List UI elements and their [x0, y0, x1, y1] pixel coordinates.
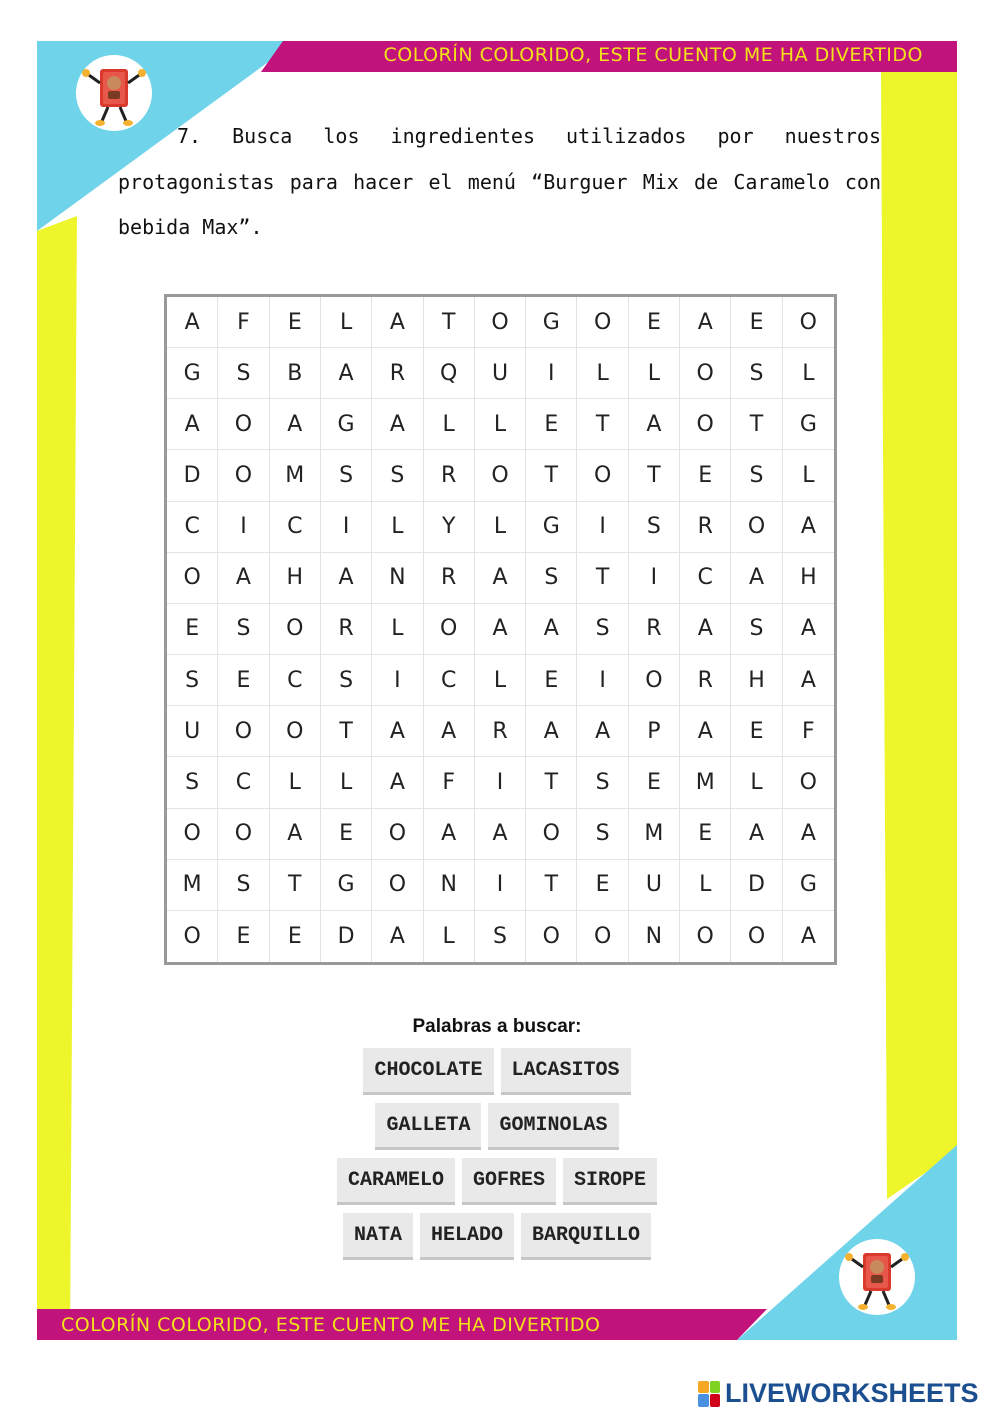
grid-cell[interactable]: I: [629, 553, 680, 604]
grid-cell[interactable]: O: [372, 860, 423, 911]
grid-cell[interactable]: S: [731, 450, 782, 501]
grid-cell[interactable]: O: [577, 911, 628, 962]
grid-cell[interactable]: A: [372, 399, 423, 450]
grid-cell[interactable]: R: [372, 348, 423, 399]
grid-cell[interactable]: L: [783, 450, 834, 501]
grid-cell[interactable]: D: [167, 450, 218, 501]
grid-cell[interactable]: I: [372, 655, 423, 706]
grid-cell[interactable]: H: [270, 553, 321, 604]
grid-cell[interactable]: O: [270, 604, 321, 655]
grid-cell[interactable]: E: [167, 604, 218, 655]
grid-cell[interactable]: O: [783, 297, 834, 348]
grid-cell[interactable]: E: [680, 450, 731, 501]
grid-cell[interactable]: O: [167, 809, 218, 860]
top-banner-text: COLORÍN COLORIDO, ESTE CUENTO ME HA DIVERTIDO: [383, 44, 923, 66]
grid-cell[interactable]: M: [167, 860, 218, 911]
grid-cell[interactable]: F: [218, 297, 269, 348]
grid-cell[interactable]: A: [218, 553, 269, 604]
grid-cell[interactable]: S: [218, 860, 269, 911]
grid-cell[interactable]: Y: [424, 502, 475, 553]
grid-cell[interactable]: M: [270, 450, 321, 501]
grid-cell[interactable]: O: [526, 809, 577, 860]
grid-cell[interactable]: G: [526, 297, 577, 348]
grid-cell[interactable]: O: [680, 911, 731, 962]
grid-cell[interactable]: O: [218, 809, 269, 860]
grid-cell[interactable]: L: [372, 604, 423, 655]
grid-cell[interactable]: O: [783, 757, 834, 808]
grid-cell[interactable]: A: [167, 399, 218, 450]
grid-cell[interactable]: B: [270, 348, 321, 399]
grid-cell[interactable]: S: [577, 604, 628, 655]
grid-cell[interactable]: L: [372, 502, 423, 553]
grid-cell[interactable]: L: [577, 348, 628, 399]
grid-cell[interactable]: A: [783, 502, 834, 553]
grid-cell[interactable]: A: [783, 809, 834, 860]
grid-cell[interactable]: H: [731, 655, 782, 706]
grid-cell[interactable]: U: [475, 348, 526, 399]
grid-cell[interactable]: I: [475, 757, 526, 808]
grid-cell[interactable]: O: [218, 706, 269, 757]
grid-cell[interactable]: O: [680, 399, 731, 450]
grid-cell[interactable]: S: [218, 348, 269, 399]
word-chip: SIROPE: [563, 1158, 657, 1205]
grid-cell[interactable]: E: [526, 399, 577, 450]
grid-cell[interactable]: O: [577, 450, 628, 501]
grid-cell[interactable]: S: [731, 604, 782, 655]
grid-cell[interactable]: S: [321, 450, 372, 501]
grid-cell[interactable]: C: [218, 757, 269, 808]
grid-cell[interactable]: G: [526, 502, 577, 553]
grid-cell[interactable]: E: [321, 809, 372, 860]
grid-cell[interactable]: L: [270, 757, 321, 808]
grid-cell[interactable]: O: [475, 297, 526, 348]
grid-cell[interactable]: E: [270, 911, 321, 962]
grid-cell[interactable]: A: [731, 809, 782, 860]
grid-cell[interactable]: L: [783, 348, 834, 399]
word-chip: GALLETA: [375, 1103, 481, 1150]
grid-cell[interactable]: L: [475, 655, 526, 706]
liveworksheets-logo: [698, 1378, 979, 1409]
grid-cell[interactable]: R: [424, 450, 475, 501]
grid-cell[interactable]: C: [270, 655, 321, 706]
grid-cell[interactable]: E: [731, 297, 782, 348]
grid-cell[interactable]: S: [372, 450, 423, 501]
grid-cell[interactable]: A: [731, 553, 782, 604]
grid-cell[interactable]: S: [629, 502, 680, 553]
grid-cell[interactable]: A: [424, 706, 475, 757]
grid-cell[interactable]: O: [218, 450, 269, 501]
grid-cell[interactable]: H: [783, 553, 834, 604]
worksheet-page: [37, 41, 957, 1340]
liveworksheets-logo-text: LIVEWORKSHEETS: [725, 1378, 979, 1408]
grid-cell[interactable]: R: [321, 604, 372, 655]
instructions-text: 7. Busca los ingredientes utilizados por nuestros protagonistas para hacer el menú “Burguer Mix de Caramelo con bebida Max”.: [118, 124, 881, 239]
grid-cell[interactable]: D: [731, 860, 782, 911]
grid-cell[interactable]: S: [321, 655, 372, 706]
grid-cell[interactable]: G: [321, 399, 372, 450]
bottom-banner-text: COLORÍN COLORIDO, ESTE CUENTO ME HA DIVERTIDO: [61, 1314, 601, 1336]
grid-cell[interactable]: G: [167, 348, 218, 399]
grid-cell[interactable]: A: [321, 348, 372, 399]
grid-cell[interactable]: O: [526, 911, 577, 962]
grid-cell[interactable]: R: [424, 553, 475, 604]
grid-cell[interactable]: O: [372, 809, 423, 860]
grid-cell[interactable]: I: [218, 502, 269, 553]
grid-cell[interactable]: M: [629, 809, 680, 860]
word-chip: BARQUILLO: [521, 1213, 651, 1260]
word-row: [37, 1158, 957, 1205]
grid-cell[interactable]: A: [475, 809, 526, 860]
word-search-grid: [164, 294, 837, 965]
word-row: [37, 1103, 957, 1150]
grid-cell[interactable]: G: [783, 860, 834, 911]
grid-cell[interactable]: R: [629, 604, 680, 655]
grid-cell[interactable]: A: [475, 553, 526, 604]
grid-cell[interactable]: N: [424, 860, 475, 911]
grid-cell[interactable]: S: [577, 809, 628, 860]
grid-cell[interactable]: A: [526, 706, 577, 757]
grid-cell[interactable]: L: [321, 757, 372, 808]
grid-cell[interactable]: T: [577, 399, 628, 450]
grid-cell[interactable]: E: [526, 655, 577, 706]
grid-cell[interactable]: O: [629, 655, 680, 706]
grid-cell[interactable]: C: [680, 553, 731, 604]
grid-cell[interactable]: S: [218, 604, 269, 655]
grid-cell[interactable]: I: [577, 502, 628, 553]
grid-cell[interactable]: R: [475, 706, 526, 757]
word-chip: CARAMELO: [337, 1158, 455, 1205]
grid-cell[interactable]: E: [270, 297, 321, 348]
grid-cell[interactable]: S: [167, 757, 218, 808]
grid-cell[interactable]: O: [270, 706, 321, 757]
grid-cell[interactable]: G: [321, 860, 372, 911]
grid-cell[interactable]: A: [526, 604, 577, 655]
word-chip: LACASITOS: [501, 1048, 631, 1095]
grid-cell[interactable]: T: [577, 553, 628, 604]
grid-cell[interactable]: O: [577, 297, 628, 348]
grid-cell[interactable]: L: [680, 860, 731, 911]
grid-cell[interactable]: A: [372, 297, 423, 348]
grid-cell[interactable]: L: [629, 348, 680, 399]
grid-cell[interactable]: E: [629, 297, 680, 348]
word-chip: GOFRES: [462, 1158, 556, 1205]
grid-cell[interactable]: C: [424, 655, 475, 706]
grid-cell[interactable]: S: [167, 655, 218, 706]
word-chip: HELADO: [420, 1213, 514, 1260]
grid-cell[interactable]: A: [783, 604, 834, 655]
grid-cell[interactable]: E: [680, 809, 731, 860]
word-row: [37, 1048, 957, 1095]
grid-cell[interactable]: I: [577, 655, 628, 706]
grid-cell[interactable]: L: [475, 399, 526, 450]
grid-cell[interactable]: L: [731, 757, 782, 808]
grid-cell[interactable]: S: [577, 757, 628, 808]
grid-cell[interactable]: A: [680, 706, 731, 757]
grid-cell[interactable]: A: [372, 911, 423, 962]
grid-cell[interactable]: N: [629, 911, 680, 962]
grid-cell[interactable]: T: [629, 450, 680, 501]
word-row: [37, 1213, 957, 1260]
grid-cell[interactable]: A: [475, 604, 526, 655]
grid-cell[interactable]: S: [731, 348, 782, 399]
grid-cell[interactable]: I: [475, 860, 526, 911]
grid-cell[interactable]: T: [526, 860, 577, 911]
grid-cell[interactable]: O: [218, 399, 269, 450]
grid-cell[interactable]: T: [424, 297, 475, 348]
grid-cell[interactable]: D: [321, 911, 372, 962]
grid-cell[interactable]: A: [270, 809, 321, 860]
grid-cell[interactable]: C: [167, 502, 218, 553]
grid-cell[interactable]: U: [629, 860, 680, 911]
grid-cell[interactable]: F: [783, 706, 834, 757]
grid-cell[interactable]: A: [783, 655, 834, 706]
grid-cell[interactable]: L: [424, 399, 475, 450]
grid-cell[interactable]: T: [731, 399, 782, 450]
grid-cell[interactable]: A: [629, 399, 680, 450]
grid-cell[interactable]: A: [577, 706, 628, 757]
grid-cell[interactable]: N: [372, 553, 423, 604]
grid-cell[interactable]: O: [167, 553, 218, 604]
grid-cell[interactable]: O: [731, 502, 782, 553]
grid-cell[interactable]: E: [218, 655, 269, 706]
grid-cell[interactable]: E: [731, 706, 782, 757]
grid-cell[interactable]: P: [629, 706, 680, 757]
words-to-find-title: Palabras a buscar:: [412, 1016, 582, 1037]
grid-cell[interactable]: A: [680, 604, 731, 655]
word-chip: CHOCOLATE: [363, 1048, 493, 1095]
grid-cell[interactable]: A: [270, 399, 321, 450]
grid-cell[interactable]: L: [475, 502, 526, 553]
grid-cell[interactable]: E: [218, 911, 269, 962]
grid-cell[interactable]: A: [321, 553, 372, 604]
grid-cell[interactable]: M: [680, 757, 731, 808]
grid-cell[interactable]: L: [424, 911, 475, 962]
grid-cell[interactable]: Q: [424, 348, 475, 399]
grid-cell[interactable]: T: [526, 757, 577, 808]
grid-cell[interactable]: A: [680, 297, 731, 348]
grid-cell[interactable]: O: [167, 911, 218, 962]
grid-cell[interactable]: O: [424, 604, 475, 655]
grid-cell[interactable]: G: [783, 399, 834, 450]
grid-cell[interactable]: I: [526, 348, 577, 399]
grid-cell[interactable]: O: [731, 911, 782, 962]
grid-cell[interactable]: T: [270, 860, 321, 911]
liveworksheets-badge-icon: [698, 1381, 720, 1407]
grid-cell[interactable]: A: [424, 809, 475, 860]
grid-cell[interactable]: T: [526, 450, 577, 501]
word-chip: NATA: [343, 1213, 413, 1260]
grid-cell[interactable]: S: [526, 553, 577, 604]
grid-cell[interactable]: F: [424, 757, 475, 808]
grid-cell[interactable]: U: [167, 706, 218, 757]
grid-cell[interactable]: A: [372, 706, 423, 757]
grid-cell[interactable]: L: [321, 297, 372, 348]
grid-cell[interactable]: R: [680, 655, 731, 706]
grid-cell[interactable]: I: [321, 502, 372, 553]
grid-cell[interactable]: S: [475, 911, 526, 962]
grid-cell[interactable]: C: [270, 502, 321, 553]
word-chip: GOMINOLAS: [488, 1103, 618, 1150]
grid-cell[interactable]: E: [629, 757, 680, 808]
grid-cell[interactable]: A: [800, 923, 816, 949]
grid-cell[interactable]: R: [680, 502, 731, 553]
grid-cell[interactable]: E: [577, 860, 628, 911]
grid-cell[interactable]: O: [475, 450, 526, 501]
grid-cell[interactable]: T: [321, 706, 372, 757]
grid-cell[interactable]: A: [372, 757, 423, 808]
grid-cell[interactable]: O: [680, 348, 731, 399]
grid-cell[interactable]: A: [167, 297, 218, 348]
